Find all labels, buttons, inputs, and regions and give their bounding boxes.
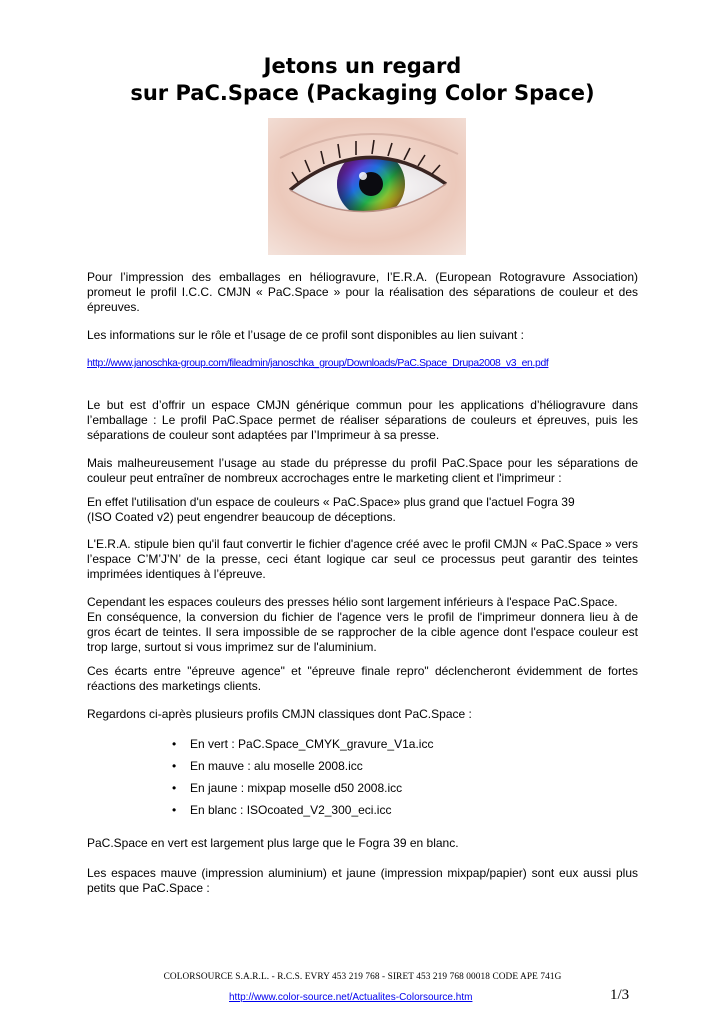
title-line-2: sur PaC.Space (Packaging Color Space) <box>130 81 595 105</box>
list-item <box>172 759 632 781</box>
paragraph-text: PaC.Space en vert est largement plus large que le Fogra 39 en blanc. <box>87 836 459 850</box>
paragraph-text: Pour l’impression des emballages en héliogravure, l’E.R.A. (European Rotogravure Association) promeut le profil I.C.C. CMJN « PaC.Space » pour la réalisation des séparations de couleur et des épreuves. <box>87 270 638 314</box>
paragraph-text: Cependant les espaces couleurs des presses hélio sont largement inférieurs à l'espace PaC.Space. <box>87 595 618 609</box>
paragraph-text: L'E.R.A. stipule bien qu'il faut convertir le fichier d'agence créé avec le profil CMJN « PaC.Space » vers l’espace C’M’J’N’ de la presse, ceci étant logique car seul ce processus peut garantir des teintes imprimées identiques à l’épreuve. <box>87 537 638 581</box>
title-line-1: Jetons un regard <box>263 54 462 78</box>
era-paragraph <box>87 537 638 582</box>
paragraph-text: Mais malheureusement l’usage au stade du prépresse du profil PaC.Space pour les séparations de couleur peut entraîner de nombreux accrochages entre le marketing client et l'imprimeur : <box>87 456 638 485</box>
intro-paragraph <box>87 270 638 315</box>
list-item <box>172 737 632 759</box>
profiles-list <box>172 737 632 825</box>
smaller-spaces-paragraph <box>87 866 638 896</box>
conversion-paragraph <box>87 595 638 655</box>
list-item-text: En vert : PaC.Space_CMYK_gravure_V1a.icc <box>190 737 434 751</box>
paragraph-text: Le but est d’offrir un espace CMJN générique commun pour les applications d’héliogravure dans l’emballage : Le profil PaC.Space permet de réaliser séparations de couleurs et épreuves, puis les séparations de couleur sont adaptées par l’Imprimeur à sa presse. <box>87 398 638 442</box>
paragraph-text: Ces écarts entre "épreuve agence" et "épreuve finale repro" déclencheront évidemment de fortes réactions des marketings clients. <box>87 664 638 693</box>
ecarts-paragraph <box>87 664 638 694</box>
eye-illustration <box>268 118 466 255</box>
paragraph-text: Regardons ci-après plusieurs profils CMJN classiques dont PaC.Space : <box>87 707 472 721</box>
paragraph-text: Les informations sur le rôle et l’usage de ce profil sont disponibles au lien suivant : <box>87 328 524 342</box>
bullet-icon: • <box>172 759 177 773</box>
bullet-icon: • <box>172 781 177 795</box>
fogra-paragraph <box>87 495 638 525</box>
footer-company-info: COLORSOURCE S.A.R.L. - R.C.S. EVRY 453 219 768 - SIRET 453 219 768 00018 CODE APE 741G <box>163 972 562 982</box>
list-item <box>172 803 632 825</box>
list-item-text: En blanc : ISOcoated_V2_300_eci.icc <box>190 803 392 817</box>
pac-space-pdf-link[interactable]: http://www.janoschka-group.com/fileadmin/janoschka_group/Downloads/PaC.Space_Drupa2008_v3_en.pdf <box>87 358 549 369</box>
bullet-icon: • <box>172 803 177 817</box>
profiles-intro-paragraph <box>87 707 638 722</box>
goal-paragraph <box>87 398 638 443</box>
page-number: 1/3 <box>610 987 630 1003</box>
list-item <box>172 781 632 803</box>
footer-link[interactable]: http://www.color-source.net/Actualites-Colorsource.htm <box>229 992 473 1003</box>
paragraph-text: Les espaces mauve (impression aluminium) et jaune (impression mixpap/papier) sont eux aussi plus petits que PaC.Space : <box>87 866 638 895</box>
document-title <box>0 53 725 107</box>
list-item-text: En jaune : mixpap moselle d50 2008.icc <box>190 781 403 795</box>
bullet-icon: • <box>172 737 177 751</box>
comparison-paragraph <box>87 836 638 851</box>
paragraph-text: En conséquence, la conversion du fichier de l'agence vers le profil de l'imprimeur donnera lieu à de gros écart de teintes. Il sera impossible de se rapprocher de la cible agence dont l'espace couleur est trop large, surtout si vous imprimez sur de l'aluminium. <box>87 610 638 654</box>
problem-paragraph <box>87 456 638 486</box>
paragraph-text: (ISO Coated v2) peut engendrer beaucoup de déceptions. <box>87 510 396 524</box>
paragraph-text: En effet l'utilisation d'un espace de couleurs « PaC.Space» plus grand que l'actuel Fogra 39 <box>87 495 575 509</box>
list-item-text: En mauve : alu moselle 2008.icc <box>190 759 363 773</box>
info-paragraph <box>87 328 638 343</box>
